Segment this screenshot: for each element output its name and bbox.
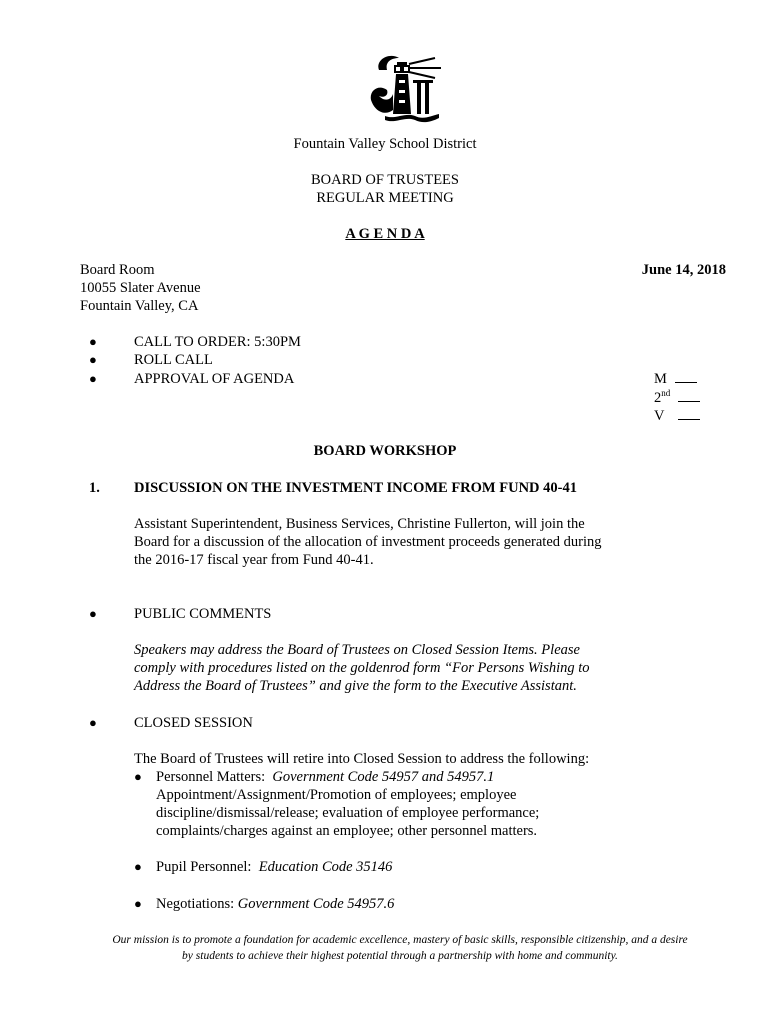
personnel-code: Government Code 54957 and 54957.1: [272, 769, 495, 785]
public-comments-line: Speakers may address the Board of Trustees on Closed Session Items. Please: [134, 642, 580, 658]
item-description-line: Board for a discussion of the allocation of investment proceeds generated during: [134, 534, 602, 550]
vote-line: [654, 407, 700, 425]
bullet-marker: ●: [134, 859, 142, 874]
personnel-detail-line: complaints/charges against an employee; other personnel matters.: [156, 823, 538, 839]
bullet-marker: ●: [89, 371, 97, 386]
public-comments-title: PUBLIC COMMENTS: [134, 606, 272, 622]
bullet-marker: ●: [89, 352, 97, 367]
negotiations-label: Negotiations:: [156, 896, 238, 912]
negotiations-item: [156, 895, 394, 913]
location-city: Fountain Valley, CA: [80, 298, 199, 314]
lighthouse-logo-icon: [365, 50, 447, 128]
personnel-matters-item: [156, 768, 494, 786]
item-title: DISCUSSION ON THE INVESTMENT INCOME FROM FUND 40-41: [134, 480, 577, 496]
call-to-order-item: CALL TO ORDER: 5:30PM: [134, 334, 301, 350]
second-line: [654, 389, 700, 407]
board-title: BOARD OF TRUSTEES: [311, 172, 459, 188]
item-description-line: Assistant Superintendent, Business Services, Christine Fullerton, will join the: [134, 516, 585, 532]
vote-blank: [678, 407, 700, 420]
workshop-heading: BOARD WORKSHOP: [313, 443, 457, 459]
public-comments-line: comply with procedures listed on the goldenrod form “For Persons Wishing to: [134, 660, 590, 676]
mission-line: by students to achieve their highest potential through a partnership with home and community.: [182, 950, 618, 962]
bullet-marker: ●: [89, 715, 97, 730]
second-suffix: nd: [661, 388, 671, 399]
item-number: 1.: [89, 480, 100, 496]
motion-label: M: [654, 371, 667, 387]
personnel-detail-line: Appointment/Assignment/Promotion of employees; employee: [156, 787, 517, 803]
motion-line: [654, 370, 697, 388]
pupil-personnel-item: [156, 858, 392, 876]
agenda-title: A G E N D A: [345, 226, 425, 242]
item-description-line: the 2016-17 fiscal year from Fund 40-41.: [134, 552, 374, 568]
bullet-marker: ●: [89, 606, 97, 621]
meeting-type: REGULAR MEETING: [316, 190, 454, 206]
roll-call-item: ROLL CALL: [134, 352, 213, 368]
mission-line: Our mission is to promote a foundation for academic excellence, mastery of basic skills, responsible citizenship, and a desire: [112, 934, 688, 946]
second-label: 2: [654, 390, 662, 406]
personnel-detail-line: discipline/dismissal/release; evaluation of employee performance;: [156, 805, 540, 821]
personnel-label: Personnel Matters:: [156, 769, 273, 785]
bullet-marker: ●: [89, 334, 97, 349]
second-blank: [678, 389, 700, 402]
negotiations-code: Government Code 54957.6: [237, 896, 395, 912]
location-street: 10055 Slater Avenue: [80, 280, 201, 296]
pupil-code: Education Code 35146: [258, 859, 393, 875]
public-comments-line: Address the Board of Trustees” and give the form to the Executive Assistant.: [134, 678, 577, 694]
location-room: Board Room: [80, 262, 155, 278]
motion-blank: [675, 370, 697, 383]
bullet-marker: ●: [134, 896, 142, 911]
pupil-label: Pupil Personnel:: [156, 859, 259, 875]
district-name: Fountain Valley School District: [293, 136, 477, 152]
bullet-marker: ●: [134, 769, 142, 784]
meeting-date: June 14, 2018: [641, 262, 726, 278]
closed-session-intro: The Board of Trustees will retire into Closed Session to address the following:: [134, 751, 590, 767]
approval-of-agenda-item: APPROVAL OF AGENDA: [134, 371, 295, 387]
vote-label: V: [654, 408, 665, 424]
closed-session-title: CLOSED SESSION: [134, 715, 253, 731]
mission-statement: [80, 932, 720, 964]
